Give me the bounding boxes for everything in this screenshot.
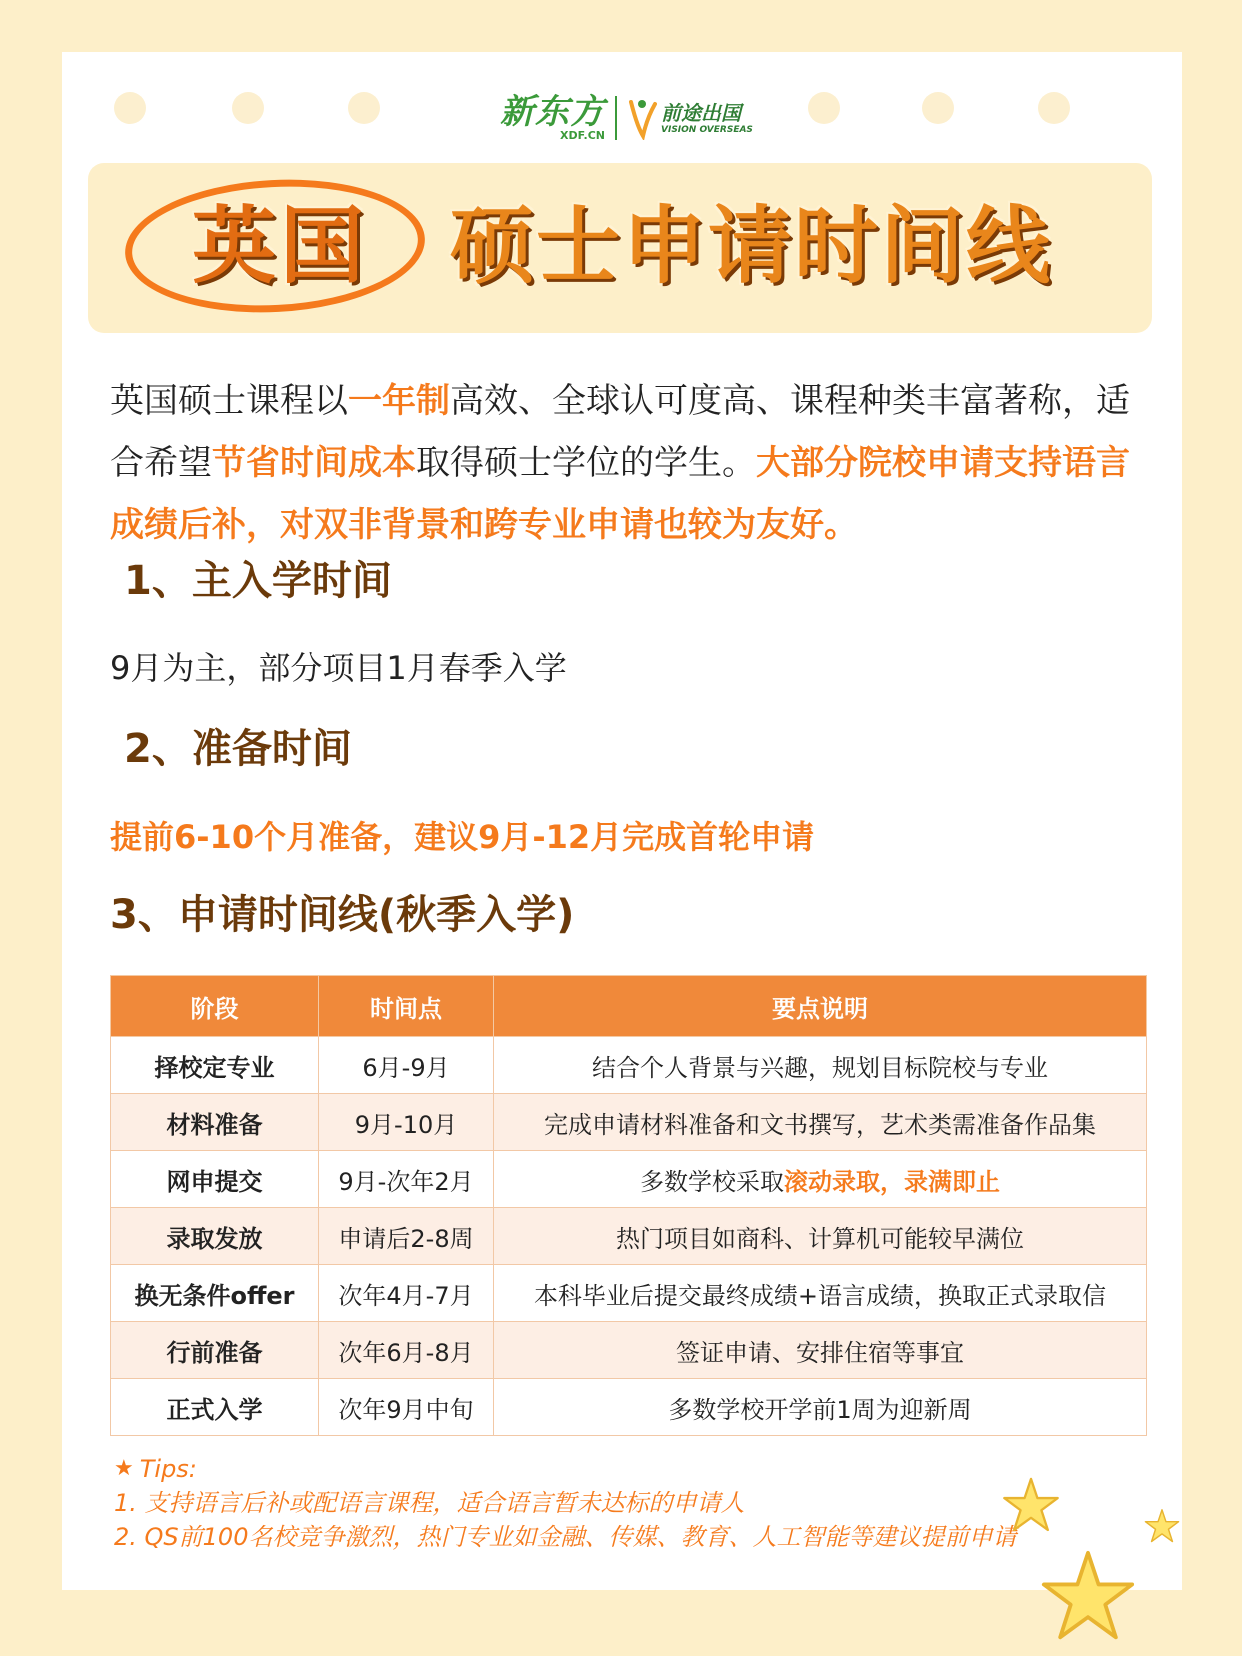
section-heading-preparation: 2、准备时间 bbox=[124, 722, 352, 776]
table-row bbox=[111, 1151, 1147, 1208]
stage-cell: 录取发放 bbox=[111, 1208, 319, 1265]
xdf-logo-domain: XDF.CN bbox=[560, 129, 605, 142]
section-heading-timeline: 3、申请时间线(秋季入学) bbox=[110, 888, 574, 942]
star-icon bbox=[1002, 1476, 1060, 1534]
star-icon: ★ bbox=[114, 1456, 134, 1481]
stage-cell: 正式入学 bbox=[111, 1379, 319, 1436]
stage-cell: 网申提交 bbox=[111, 1151, 319, 1208]
note-text: 多数学校开学前1周为迎新周 bbox=[668, 1395, 972, 1424]
column-header-stage: 阶段 bbox=[111, 976, 319, 1037]
column-header-time: 时间点 bbox=[319, 976, 494, 1037]
table-header-row bbox=[111, 976, 1147, 1037]
star-icon bbox=[1144, 1508, 1180, 1544]
note-cell bbox=[494, 1037, 1147, 1094]
note-text: 多数学校采取 bbox=[640, 1167, 784, 1196]
time-cell: 申请后2-8周 bbox=[319, 1208, 494, 1265]
dot bbox=[1038, 92, 1070, 124]
vision-overseas-logo bbox=[627, 96, 753, 140]
time-cell: 9月-10月 bbox=[319, 1094, 494, 1151]
section-heading-enrollment: 1、主入学时间 bbox=[124, 554, 392, 608]
column-header-notes: 要点说明 bbox=[494, 976, 1147, 1037]
note-highlight: 滚动录取，录满即止 bbox=[784, 1167, 1000, 1196]
dot bbox=[808, 92, 840, 124]
timeline-table bbox=[110, 975, 1147, 1436]
logo-divider bbox=[615, 96, 617, 140]
note-cell bbox=[494, 1322, 1147, 1379]
preparation-text: 提前6-10个月准备，建议9月-12月完成首轮申请 bbox=[110, 818, 815, 856]
dot bbox=[114, 92, 146, 124]
time-cell: 9月-次年2月 bbox=[319, 1151, 494, 1208]
note-text: 完成申请材料准备和文书撰写，艺术类需准备作品集 bbox=[544, 1110, 1096, 1139]
page-title: 硕士申请时间线 bbox=[450, 197, 1053, 295]
table-row bbox=[111, 1208, 1147, 1265]
stage-cell: 行前准备 bbox=[111, 1322, 319, 1379]
title-country: 英国 bbox=[191, 197, 368, 295]
xdf-logo-text: 新东方 bbox=[500, 92, 605, 132]
xdf-logo bbox=[500, 94, 605, 142]
intro-text: 英国硕士课程以 bbox=[110, 381, 348, 421]
intro-text: 高效、全球认可度高、课程种类丰富著称，适合希望 bbox=[110, 381, 1130, 483]
intro-highlight: 一年制 bbox=[348, 381, 450, 421]
tip-item: 2. QS前100名校竞争激烈，热门专业如金融、传媒、教育、人工智能等建议提前申请 bbox=[114, 1523, 1017, 1551]
dot bbox=[922, 92, 954, 124]
note-cell bbox=[494, 1379, 1147, 1436]
table-row bbox=[111, 1379, 1147, 1436]
note-cell bbox=[494, 1094, 1147, 1151]
brand-logo bbox=[500, 92, 753, 144]
time-cell: 6月-9月 bbox=[319, 1037, 494, 1094]
dot bbox=[348, 92, 380, 124]
note-text: 结合个人背景与兴趣，规划目标院校与专业 bbox=[592, 1053, 1048, 1082]
intro-highlight: 大部分院校申请支持语言成绩后补，对双非背景和跨专业申请也较为友好。 bbox=[110, 443, 1130, 545]
enrollment-text: 9月为主，部分项目1月春季入学 bbox=[110, 649, 567, 687]
vision-overseas-text: 前途出国 bbox=[661, 100, 741, 125]
stage-cell: 择校定专业 bbox=[111, 1037, 319, 1094]
intro-paragraph bbox=[110, 370, 1150, 556]
intro-highlight: 节省时间成本 bbox=[212, 443, 416, 483]
vision-overseas-english: VISION OVERSEAS bbox=[661, 124, 753, 135]
dot bbox=[232, 92, 264, 124]
note-text: 热门项目如商科、计算机可能较早满位 bbox=[616, 1224, 1024, 1253]
table-row bbox=[111, 1265, 1147, 1322]
stage-cell: 换无条件offer bbox=[111, 1265, 319, 1322]
note-cell bbox=[494, 1265, 1147, 1322]
note-cell bbox=[494, 1151, 1147, 1208]
stage-cell: 材料准备 bbox=[111, 1094, 319, 1151]
vision-overseas-logo-icon bbox=[627, 96, 657, 140]
tips-box bbox=[114, 1452, 1114, 1554]
tips-title: Tips: bbox=[139, 1455, 197, 1483]
time-cell: 次年4月-7月 bbox=[319, 1265, 494, 1322]
table-row bbox=[111, 1094, 1147, 1151]
table-row bbox=[111, 1322, 1147, 1379]
time-cell: 次年6月-8月 bbox=[319, 1322, 494, 1379]
time-cell: 次年9月中旬 bbox=[319, 1379, 494, 1436]
note-text: 本科毕业后提交最终成绩+语言成绩，换取正式录取信 bbox=[533, 1281, 1107, 1310]
intro-text: 取得硕士学位的学生。 bbox=[416, 443, 756, 483]
table-row bbox=[111, 1037, 1147, 1094]
tip-item: 1. 支持语言后补或配语言课程，适合语言暂未达标的申请人 bbox=[114, 1489, 745, 1517]
note-text: 签证申请、安排住宿等事宜 bbox=[676, 1338, 964, 1367]
note-cell bbox=[494, 1208, 1147, 1265]
star-icon bbox=[1040, 1548, 1136, 1644]
